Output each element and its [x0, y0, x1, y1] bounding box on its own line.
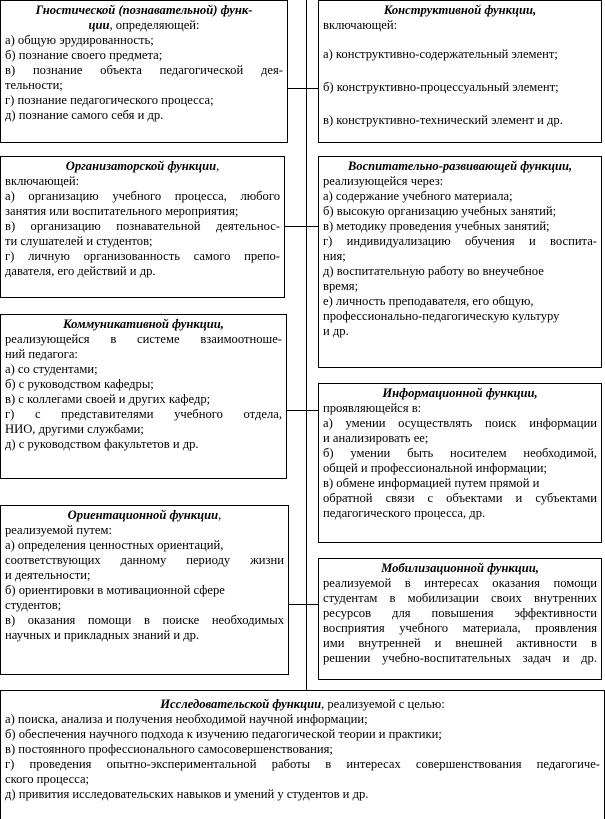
constructive-title: Конструктивной функции, — [383, 3, 537, 17]
list-item: ния; — [323, 249, 346, 263]
list-item: НИО, другими службами; — [5, 422, 144, 436]
list-item: г) с представителями учебного отдела, — [5, 407, 282, 421]
connector-organizational — [284, 226, 306, 227]
list-item: и деятельности; — [5, 568, 91, 582]
list-item: а) поиска, анализа и получения необходимой научной информации; — [5, 712, 368, 726]
list-item: в) оказания помощи в поиске необходимых — [5, 613, 284, 627]
orientational-function-box — [0, 505, 289, 675]
list-item: в) с коллегами своей и других кафедр; — [5, 392, 211, 406]
list-item: б) высокую организацию учебных занятий; — [323, 204, 557, 218]
list-item: а) умении осуществлять поиск информации — [323, 416, 597, 430]
list-item: г) личную организованность самого препо- — [5, 249, 280, 263]
list-item: занятия или воспитательного мероприятия; — [5, 204, 239, 218]
list-item: тельности; — [5, 78, 63, 92]
list-item: профессионально-педагогическую культуру — [323, 309, 560, 323]
research-function-box — [0, 690, 605, 819]
list-item: б) познание своего предмета; — [5, 48, 163, 62]
list-item: ний педагога: — [5, 347, 78, 361]
connector-orientational — [288, 604, 306, 605]
list-item: студентам в мобилизации своих внутренних — [323, 591, 597, 605]
list-item: ского процесса; — [5, 772, 90, 786]
list-item: соответствующих данному периоду жизни — [5, 553, 284, 567]
constructive-intro: включающей: — [323, 18, 398, 32]
constructive-function-box — [318, 0, 602, 143]
list-item: а) определения ценностных ориентаций, — [5, 538, 224, 552]
list-item: д) с руководством факультетов и др. — [5, 437, 199, 451]
central-spine — [306, 0, 307, 690]
list-item: б) конструктивно-процессуальный элемент; — [323, 80, 559, 94]
list-item: в) методику проведения учебных занятий; — [323, 219, 550, 233]
list-item: обратной связи с объектами и субъектами — [323, 491, 597, 505]
list-item: г) познание педагогического процесса; — [5, 93, 214, 107]
list-item: а) общую эрудированность; — [5, 33, 154, 47]
list-item: а) содержание учебного материала; — [323, 189, 513, 203]
informational-function-box — [318, 383, 602, 543]
list-item: в) постоянного профессионального самосовершенствования; — [5, 742, 333, 756]
list-item: реализуемой в интересах оказания помощи — [323, 576, 597, 590]
list-item: б) умении быть носителем необходимой, — [323, 446, 597, 460]
list-item: в) организацию познавательной деятельнос- — [5, 219, 280, 233]
orientational-title: Ориентационной функции, — [67, 508, 222, 522]
list-item: студентов; — [5, 598, 62, 612]
list-item: общей и профессиональной информации; — [323, 461, 548, 475]
list-item: и др. — [323, 324, 349, 338]
list-item: педагогического процесса, др. — [323, 506, 486, 520]
list-item: д) воспитательную работу во внеучебное — [323, 264, 544, 278]
list-item: д) познание самого себя и др. — [5, 108, 164, 122]
list-item: б) обеспечения научного подхода к изучению педагогической теории и практики; — [5, 727, 442, 741]
list-item: б) с руководством кафедры; — [5, 377, 154, 391]
orientational-intro: реализуемой путем: — [5, 523, 112, 537]
informational-intro: проявляющейся в: — [323, 401, 422, 415]
gnostic-function-box — [0, 0, 288, 143]
communicative-function-box — [0, 314, 287, 479]
list-item: восприятия учебного материала, проявления — [323, 621, 597, 635]
gnostic-title-cont: ции, определяющей: — [88, 18, 200, 32]
informational-title: Информационной функции, — [382, 386, 538, 400]
gnostic-title: Гностической (познавательной) функ- — [35, 3, 253, 17]
list-item: решении учебно-воспитательных задач и др. — [323, 651, 597, 665]
list-item: реализующейся в системе взаимоотноше- — [5, 332, 282, 346]
organizational-intro: включающей: — [5, 174, 80, 188]
list-item: ими внутренней и внешней активности в — [323, 636, 597, 650]
organizational-title: Организаторской функции, — [65, 159, 220, 173]
list-item: д) привития исследовательских навыков и умений у студентов и др. — [5, 787, 369, 801]
list-item: б) ориентировки в мотивационной сфере — [5, 583, 225, 597]
list-item: г) проведения опытно-экспериментальной работы в интересах совершенствования педагогиче- — [5, 757, 600, 771]
mobilization-function-box — [318, 558, 602, 680]
connector-gnostic — [287, 88, 306, 89]
educational-intro: реализующейся через: — [323, 174, 444, 188]
list-item: е) личность преподавателя, его общую, — [323, 294, 534, 308]
list-item: а) организацию учебного процесса, любого — [5, 189, 280, 203]
list-item: а) со студентами; — [5, 362, 98, 376]
educational-function-box — [318, 156, 602, 368]
list-item: в) познание объекта педагогической дея- — [5, 63, 283, 77]
list-item: г) индивидуализацию обучения и воспита- — [323, 234, 597, 248]
list-item: в) конструктивно-технический элемент и др. — [323, 113, 563, 127]
list-item: ти слушателей и студентов; — [5, 234, 153, 248]
connector-communicative — [286, 410, 306, 411]
list-item: научных и прикладных знаний и др. — [5, 628, 200, 642]
list-item: давателя, его действий и др. — [5, 264, 156, 278]
research-title: Исследовательской функции, реализуемой с целью: — [160, 697, 445, 711]
list-item: а) конструктивно-содержательный элемент; — [323, 47, 558, 61]
communicative-title: Коммуникативной функции, — [63, 317, 224, 331]
list-item: в) обмене информацией путем прямой и — [323, 476, 540, 490]
organizational-function-box — [0, 156, 285, 298]
list-item: и анализировать ее; — [323, 431, 429, 445]
mobilization-title: Мобилизационной функции, — [381, 561, 539, 575]
list-item: время; — [323, 279, 359, 293]
list-item: ресурсов для повышения эффективности — [323, 606, 597, 620]
educational-title: Воспитательно-развивающей функции, — [347, 159, 573, 173]
